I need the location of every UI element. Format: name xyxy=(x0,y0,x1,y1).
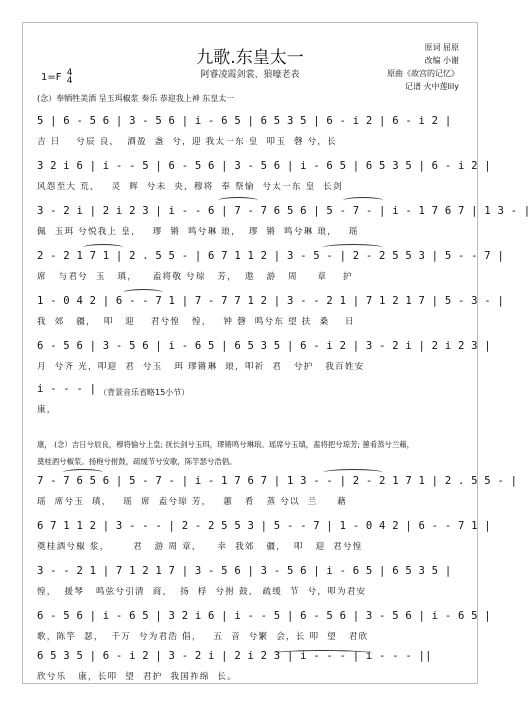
notation-line: 6 - 5 6 | i - 6 5 | 3 2 i 6 | i - - 5 | 6 - 5 6 | 3 - 5 6 | i - 6 5 | xyxy=(37,610,491,622)
time-top: 4 xyxy=(66,68,73,78)
lyric-line: 歌，陈竽 瑟， 千万 兮为君浩 倡， 五 音 兮繁 会，长 叩 望 君欣 xyxy=(37,632,369,642)
slur-mark xyxy=(343,197,383,204)
lyric-line: 风怨至大 荒， 灵 辉 兮未 央，穆将 奉 祭愉 兮太一东 皇 长剑 xyxy=(37,182,343,192)
slur-mark xyxy=(83,244,123,251)
notation-line: 3 2 i 6 | i - - 5 | 6 - 5 6 | 3 - 5 6 | i - 6 5 | 6 5 3 5 | 6 - i 2 | xyxy=(37,160,491,172)
intro-recitation: (念）奉牺牲美酒 呈玉珥椒浆 奏乐 恭迎我上神 东皇太一 xyxy=(37,94,235,103)
notation-line: 7 - 7 6 5 6 | 5 - 7 - | i - 1 7 6 7 | 1 3 - - | 2 - 2 1 7 1 | 2 . 5 5 - | xyxy=(37,475,518,487)
score-system xyxy=(37,295,505,341)
omitted-bars-label: （背景音乐省略15小节） xyxy=(99,388,190,397)
notation-line: i - - - | xyxy=(37,383,97,395)
lyric-line: 我 郊 疆， 叩 迎 君兮惶 惶， 钟 磬 鸣兮东 望 扶 桑 日 xyxy=(37,317,355,327)
notation-line: 6 5 3 5 | 6 - i 2 | 3 - 2 i | 2 i 2 3 | i - - - | i - - - || xyxy=(37,650,432,662)
slur-mark xyxy=(323,244,383,251)
score-system xyxy=(37,383,471,429)
lyric-line: 瑶 席兮玉 瑱， 瑶 席 盍兮琼 芳， 蕙 肴 蒸 兮以 兰 藉 xyxy=(37,497,347,507)
notation-line: 3 - 2 i | 2 i 2 3 | i - - 6 | 7 - 7 6 5 6 | 5 - 7 - | i - 1 7 6 7 | 1 3 - | xyxy=(37,205,530,217)
recitation-line-1: 康， (念）吉日兮辰良，穆将愉兮上皇; 抚长剑兮玉珥，璆锵鸣兮琳琅。瑶席兮玉瑱，盍将把兮琼芳; 蕙肴蒸兮兰藉， xyxy=(37,440,415,449)
score-system xyxy=(37,650,471,696)
key-label: 1=F xyxy=(41,72,62,83)
notation-line: 6 7 1 1 2 | 3 - - - | 2 - 2 5 5 3 | 5 - - 7 | 1 - 0 4 2 | 6 - - 7 1 | xyxy=(37,520,491,532)
lyric-line: 吉 日 兮辰 良， 酒盈 盏 兮，迎 我太一东 皇 叩玉 磬 兮，长 xyxy=(37,137,337,147)
song-title: 九歌.东皇太一 xyxy=(196,48,304,68)
time-signature xyxy=(67,69,73,85)
credit-original-tune: 原曲《故宫的记忆》 xyxy=(387,69,459,78)
notation-line: 5 | 6 - 5 6 | 3 - 5 6 | i - 6 5 | 6 5 3 5 | 6 - i 2 | 6 - i 2 | xyxy=(37,115,452,127)
score-system xyxy=(37,250,505,296)
score-system xyxy=(37,475,518,521)
key-signature xyxy=(41,69,72,85)
slur-mark xyxy=(63,469,103,476)
slur-mark xyxy=(273,650,373,657)
slur-mark xyxy=(218,197,258,204)
score-system xyxy=(37,565,471,611)
score-system xyxy=(37,340,491,386)
lyric-line: 佩 玉珥 兮悦我上 皇， 璆 锵 鸣兮琳 琅， 璆 锵 鸣兮琳 琅， 瑶 xyxy=(37,227,359,237)
lyric-line: 月 兮齐 光，叩迎 君 兮玉 珥 璆锵琳 琅，叩祈 君 兮护 我百姓安 xyxy=(37,362,365,372)
score-system xyxy=(37,115,471,161)
notation-line: 6 - 5 6 | 3 - 5 6 | i - 6 5 | 6 5 3 5 | 6 - i 2 | 3 - 2 i | 2 i 2 3 | xyxy=(37,340,491,352)
slur-mark xyxy=(323,469,383,476)
lyric-line: 奠桂酒兮椒 浆， 君 游 周 章， 幸 我郊 疆， 叩 迎 君兮惶 xyxy=(37,542,363,552)
credit-lyricist: 原词 屈原 xyxy=(424,43,459,52)
lyric-line: 席 与君兮 玉 瑱， 盍将敬 兮琼 芳， 遨 游 周 章 护 xyxy=(37,272,353,282)
slur-mark xyxy=(123,289,163,296)
credit-arranger: 改编 小谢 xyxy=(424,56,459,65)
notation-line: 3 - - 2 1 | 7 1 2 1 7 | 3 - 5 6 | 3 - 5 6 | i - 6 5 | 6 5 3 5 | xyxy=(37,565,452,577)
sheet-page xyxy=(22,22,530,684)
notation-line: 1 - 0 4 2 | 6 - - 7 1 | 7 - 7 7 1 2 | 3 - - 2 1 | 7 1 2 1 7 | 5 - 3 - | xyxy=(37,295,505,307)
lyric-line: 惶， 援琴 鸣弦兮引清 商， 扬 桴 兮拊 鼓， 疏缓 节 兮，叩为君安 xyxy=(37,587,367,597)
lyric-line: 欣兮乐 康，长叩 望 君护 我国祚绵 长。 xyxy=(37,672,237,682)
lyric-line: 康， xyxy=(37,405,57,415)
recitation-box xyxy=(37,436,467,470)
time-bottom: 4 xyxy=(66,76,73,86)
score-system xyxy=(37,520,491,566)
credits-block xyxy=(387,41,459,93)
performer-line: 阿睿凌霞剑裳、狼嚎老表 xyxy=(200,70,300,80)
credit-transcriber: 记谱 火中莲lily xyxy=(405,82,459,91)
recitation-line-2: 奠桂酒兮椒浆。扬枹兮拊鼓，疏缓节兮安歌，陈竽瑟兮浩倡。 xyxy=(37,457,237,466)
notation-line: 2 - 2 1 7 1 | 2 . 5 5 - | 6 7 1 1 2 | 3 - 5 - | 2 - 2 5 5 3 | 5 - - 7 | xyxy=(37,250,505,262)
